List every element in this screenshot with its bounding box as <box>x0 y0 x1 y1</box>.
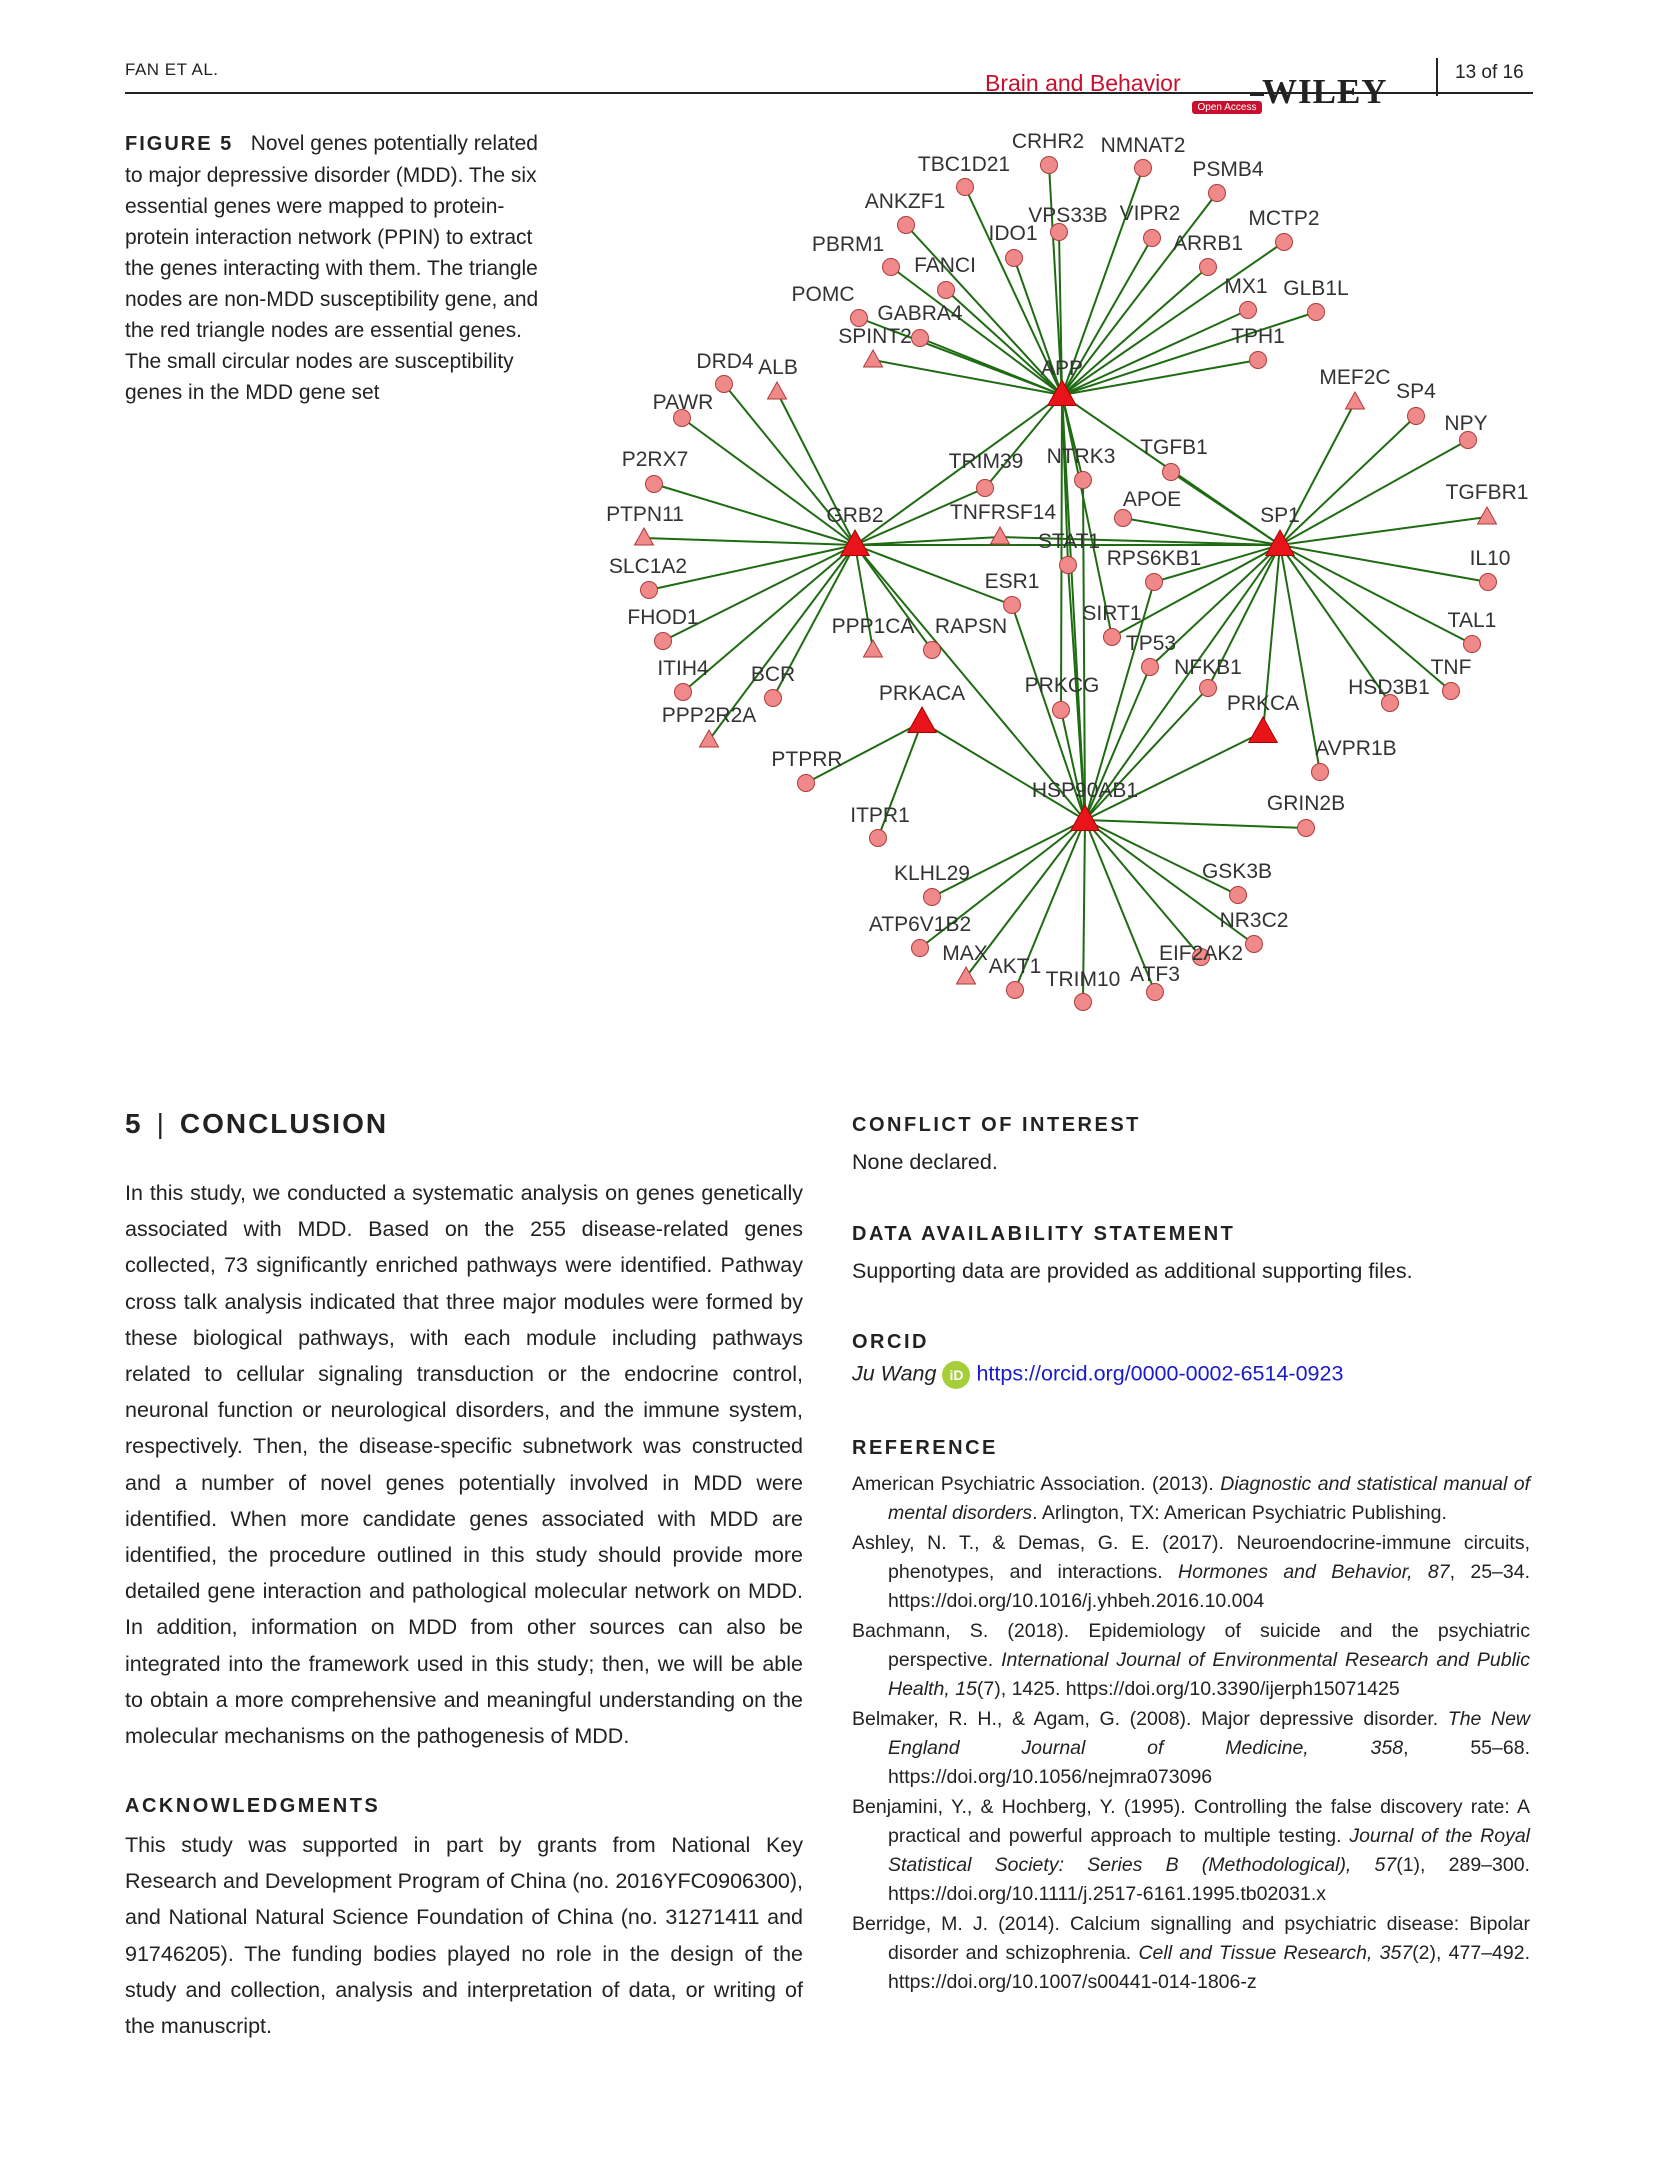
node-vipr2 <box>1144 230 1161 247</box>
label-alb: ALB <box>758 356 798 379</box>
orcid-entry <box>852 1361 1343 1389</box>
label-gabra4: GABRA4 <box>877 302 963 325</box>
node-trim39 <box>977 480 994 497</box>
reference-item: Ashley, N. T., & Demas, G. E. (2017). Neuroendocrine-immune circuits, phenotypes, and interactions. Hormones and Behavior, 87, 25–34. https://doi.org/10.1016/j.yhbeh.2016.10.004 <box>852 1532 1530 1612</box>
label-tp53: TP53 <box>1125 632 1177 655</box>
edge-il10-sp1 <box>1280 545 1488 582</box>
hub-label-sp1: SP1 <box>1260 504 1300 527</box>
node-tgfbr1 <box>1478 507 1497 524</box>
label-nmnat2: NMNAT2 <box>1100 134 1186 157</box>
label-akt1: AKT1 <box>988 955 1042 978</box>
label-mctp2: MCTP2 <box>1248 207 1320 230</box>
edge-eif2ak2-hsp90ab1 <box>1085 820 1201 957</box>
label-gsk3b: GSK3B <box>1201 860 1273 883</box>
hub-label-grb2: GRB2 <box>826 504 884 527</box>
edge-tnfrsf14-grb2 <box>855 537 1000 545</box>
node-ptprr <box>798 775 815 792</box>
label-ntrk3: NTRK3 <box>1046 445 1116 468</box>
edge-grin2b-hsp90ab1 <box>1085 820 1306 828</box>
node-psmb4 <box>1209 185 1226 202</box>
edge-tgfbr1-sp1 <box>1280 517 1487 545</box>
node-atf3 <box>1147 984 1164 1001</box>
node-klhl29 <box>924 889 941 906</box>
node-gabra4 <box>912 330 929 347</box>
node-nfkb1 <box>1200 680 1217 697</box>
hub-label-prkca: PRKCA <box>1226 692 1300 715</box>
label-nr3c2: NR3C2 <box>1219 909 1289 932</box>
conclusion-paragraph: In this study, we conducted a systematic analysis on genes genetically associated with MDD. Based on the 255 disease-related genes collected, 73 significantly enriched pathways were identified. Pathway cross talk analysis indicated that three major modules were formed by these biological pathways, with each module including pathways related to cellular signaling transduction or the endocrine control, neuronal function or neurological disorders, and the immune system, respectively. Then, the disease-specific subnetwork was constructed and a number of novel genes potentially involved in MDD were identified. When more candidate genes associated with MDD are identified, the procedure outlined in this study should provide more detailed gene interaction and pathological molecular network on MDD. In addition, information on MDD from other sources can also be integrated into the framework used in this study; then, we will be able to obtain a more comprehensive and meaningful understanding on the molecular mechanisms on the pathogenesis of MDD. <box>125 1181 803 1749</box>
label-tph1: TPH1 <box>1231 325 1285 348</box>
edge-klhl29-hsp90ab1 <box>932 820 1085 897</box>
edge-tal1-sp1 <box>1280 545 1472 644</box>
label-tbc1d21: TBC1D21 <box>917 153 1011 176</box>
label-fhod1: FHOD1 <box>627 606 699 629</box>
reference-item: Bachmann, S. (2018). Epidemiology of suicide and the psychiatric perspective. International Journal of Environmental Research and Public Health, 15(7), 1425. https://doi.org/10.3390/ijerph15071425 <box>852 1620 1530 1700</box>
label-vipr2: VIPR2 <box>1119 202 1181 225</box>
label-itpr1: ITPR1 <box>850 804 910 827</box>
label-bcr: BCR <box>750 663 796 686</box>
node-esr1 <box>1004 597 1021 614</box>
section-title: CONCLUSION <box>179 1108 389 1139</box>
page-divider <box>1436 58 1438 96</box>
label-esr1: ESR1 <box>984 570 1040 593</box>
label-tnfrsf14: TNFRSF14 <box>949 501 1057 524</box>
orcid-heading: ORCID <box>852 1331 929 1353</box>
node-tnf <box>1443 683 1460 700</box>
references-heading: REFERENCE <box>852 1437 998 1459</box>
node-tnfrsf14 <box>991 527 1010 544</box>
acknowledgments-heading: ACKNOWLEDGMENTS <box>125 1795 381 1817</box>
label-tal1: TAL1 <box>1447 609 1497 632</box>
label-npy: NPY <box>1444 412 1488 435</box>
node-spint2 <box>864 350 883 367</box>
label-avpr1b: AVPR1B <box>1315 737 1397 760</box>
label-fanci: FANCI <box>914 254 976 277</box>
orcid-author-name: Ju Wang <box>852 1361 937 1386</box>
label-p2rx7: P2RX7 <box>621 448 689 471</box>
node-alb <box>768 382 787 399</box>
node-tp53 <box>1142 659 1159 676</box>
label-atp6v1b2: ATP6V1B2 <box>868 913 972 936</box>
node-ankzf1 <box>898 217 915 234</box>
label-stat1: STAT1 <box>1037 530 1101 553</box>
label-tnf: TNF <box>1430 656 1472 679</box>
node-ido1 <box>1006 250 1023 267</box>
edge-prkca-hsp90ab1 <box>1085 732 1263 820</box>
edge-p2rx7-grb2 <box>654 484 855 545</box>
section-heading-conclusion: 5 | CONCLUSION <box>125 1108 389 1139</box>
figure-label: FIGURE 5 <box>125 133 234 155</box>
node-pbrm1 <box>883 259 900 276</box>
node-fhod1 <box>655 633 672 650</box>
publisher-logo: WILEY <box>1262 72 1388 111</box>
label-arrb1: ARRB1 <box>1172 232 1244 255</box>
label-nfkb1: NFKB1 <box>1174 656 1242 679</box>
node-rapsn <box>924 642 941 659</box>
label-ptpn11: PTPN11 <box>606 503 684 526</box>
label-prkcg: PRKCG <box>1024 674 1100 697</box>
node-fanci <box>938 282 955 299</box>
node-mef2c <box>1346 392 1365 409</box>
label-klhl29: KLHL29 <box>894 862 970 885</box>
node-itpr1 <box>870 830 887 847</box>
label-ptprr: PTPRR <box>771 748 843 771</box>
hub-prkca <box>1249 717 1278 743</box>
node-drd4 <box>716 376 733 393</box>
label-sirt1: SIRT1 <box>1082 602 1142 625</box>
orcid-link[interactable]: https://orcid.org/0000-0002-6514-0923 <box>976 1361 1344 1386</box>
node-akt1 <box>1007 982 1024 999</box>
node-pomc <box>851 310 868 327</box>
node-glb1l <box>1308 304 1325 321</box>
label-atf3: ATF3 <box>1130 963 1180 986</box>
label-glb1l: GLB1L <box>1283 277 1349 300</box>
label-spint2: SPINT2 <box>838 325 912 348</box>
running-head-author: FAN ET AL. <box>125 60 219 79</box>
node-atp6v1b2 <box>912 940 929 957</box>
label-drd4: DRD4 <box>696 350 754 373</box>
label-pbrm1: PBRM1 <box>811 233 885 256</box>
node-tal1 <box>1464 636 1481 653</box>
node-il10 <box>1480 574 1497 591</box>
label-pawr: PAWR <box>652 391 714 414</box>
label-hsd3b1: HSD3B1 <box>1348 676 1430 699</box>
ppi-network-figure <box>570 120 1530 1020</box>
label-il10: IL10 <box>1469 547 1511 570</box>
label-sp4: SP4 <box>1396 380 1436 403</box>
node-ppp1ca <box>864 640 883 657</box>
label-ppp1ca: PPP1CA <box>831 615 915 638</box>
label-mx1: MX1 <box>1224 275 1268 298</box>
label-crhr2: CRHR2 <box>1011 130 1085 153</box>
node-ptpn11 <box>635 528 654 545</box>
node-slc1a2 <box>641 582 658 599</box>
node-bcr <box>765 690 782 707</box>
label-eif2ak2: EIF2AK2 <box>1158 942 1244 965</box>
node-mctp2 <box>1276 234 1293 251</box>
node-crhr2 <box>1041 157 1058 174</box>
label-rapsn: RAPSN <box>934 615 1008 638</box>
hub-label-prkaca: PRKACA <box>878 682 966 705</box>
node-tph1 <box>1250 352 1267 369</box>
label-tgfbr1: TGFBR1 <box>1445 481 1529 504</box>
node-p2rx7 <box>646 476 663 493</box>
node-tgfb1 <box>1163 464 1180 481</box>
reference-item: Benjamini, Y., & Hochberg, Y. (1995). Controlling the false discovery rate: A practical and powerful approach to multiple testing. Journal of the Royal Statistical Society: Series B (Methodological), 57(1), 289–300. https://doi.org/10.1111/j.2517-6161.1995.tb02031.x <box>852 1796 1531 1905</box>
edge-mx1-app <box>1062 310 1248 395</box>
node-rps6kb1 <box>1146 574 1163 591</box>
edge-tph1-app <box>1062 360 1258 395</box>
label-grin2b: GRIN2B <box>1266 792 1346 815</box>
label-mef2c: MEF2C <box>1319 366 1391 389</box>
node-tbc1d21 <box>957 179 974 196</box>
page-number: 13 of 16 <box>1455 62 1524 83</box>
figure-caption <box>125 128 545 408</box>
section-number: 5 <box>125 1108 143 1139</box>
label-ankzf1: ANKZF1 <box>864 190 946 213</box>
label-pomc: POMC <box>791 283 855 306</box>
label-itih4: ITIH4 <box>657 657 709 680</box>
node-sp4 <box>1408 408 1425 425</box>
node-mx1 <box>1240 302 1257 319</box>
node-trim10 <box>1075 994 1092 1011</box>
label-tgfb1: TGFB1 <box>1140 436 1208 459</box>
label-vps33b: VPS33B <box>1028 204 1108 227</box>
hub-label-hsp90ab1: HSP90AB1 <box>1031 779 1139 802</box>
reference-item: Berridge, M. J. (2014). Calcium signalling and psychiatric disease: Bipolar disorder and schizophrenia. Cell and Tissue Research, 357(2), 477–492. https://doi.org/10.1007/s00441-014-1806-z <box>852 1913 1530 1993</box>
label-apoe: APOE <box>1122 488 1182 511</box>
acknowledgments-paragraph: This study was supported in part by grants from National Key Research and Development Program of China (no. 2016YFC0906300), and National Natural Science Foundation of China (no. 31271411 and 91746205). The funding bodies played no role in the design of the study and collection, analysis and interpretation of data, or writing of the manuscript. <box>125 1833 803 2039</box>
label-ppp2r2a: PPP2R2A <box>661 704 757 727</box>
open-access-badge: Open Access <box>1192 101 1262 114</box>
hub-label-app: APP <box>1040 357 1084 380</box>
edge-avpr1b-sp1 <box>1280 545 1320 772</box>
label-rps6kb1: RPS6KB1 <box>1106 547 1202 570</box>
node-itih4 <box>675 684 692 701</box>
reference-item: Belmaker, R. H., & Agam, G. (2008). Major depressive disorder. The New England Journal of Medicine, 358, 55–68. https://doi.org/10.1056/nejmra073096 <box>852 1708 1531 1788</box>
node-apoe <box>1115 510 1132 527</box>
node-arrb1 <box>1200 259 1217 276</box>
node-sirt1 <box>1104 629 1121 646</box>
reference-item: American Psychiatric Association. (2013). Diagnostic and statistical manual of mental disorders. Arlington, TX: American Psychiatric Publishing. <box>852 1473 1530 1524</box>
label-ido1: IDO1 <box>988 222 1038 245</box>
data-availability-heading: DATA AVAILABILITY STATEMENT <box>852 1223 1236 1245</box>
orcid-icon[interactable]: iD <box>942 1361 970 1389</box>
node-nmnat2 <box>1135 160 1152 177</box>
node-prkcg <box>1053 702 1070 719</box>
conflict-text: None declared. <box>852 1150 998 1174</box>
label-max: MAX <box>942 942 988 965</box>
node-grin2b <box>1298 820 1315 837</box>
node-nr3c2 <box>1246 936 1263 953</box>
conflict-heading: CONFLICT OF INTEREST <box>852 1114 1141 1136</box>
label-trim10: TRIM10 <box>1045 968 1121 991</box>
data-availability-text: Supporting data are provided as additional supporting files. <box>852 1259 1413 1283</box>
label-trim39: TRIM39 <box>948 450 1024 473</box>
edge-ptpn11-grb2 <box>644 538 855 545</box>
label-slc1a2: SLC1A2 <box>608 555 688 578</box>
edge-gsk3b-hsp90ab1 <box>1085 820 1238 895</box>
edge-prkaca-hsp90ab1 <box>922 722 1085 820</box>
journal-name: Brain and Behavior <box>985 70 1181 96</box>
node-ntrk3 <box>1075 472 1092 489</box>
node-stat1 <box>1060 557 1077 574</box>
label-psmb4: PSMB4 <box>1192 158 1264 181</box>
reference-list <box>852 1470 1530 1998</box>
node-gsk3b <box>1230 887 1247 904</box>
figure-caption-text: Novel genes potentially related to major depressive disorder (MDD). The six essential genes were mapped to protein-protein interaction network (PPIN) to extract the genes interacting with them. The triangle nodes are non-MDD susceptibility gene, and the red triangle nodes are essential genes. The small circular nodes are susceptibility genes in the MDD gene set <box>125 132 539 404</box>
hub-prkaca <box>908 707 937 733</box>
node-avpr1b <box>1312 764 1329 781</box>
